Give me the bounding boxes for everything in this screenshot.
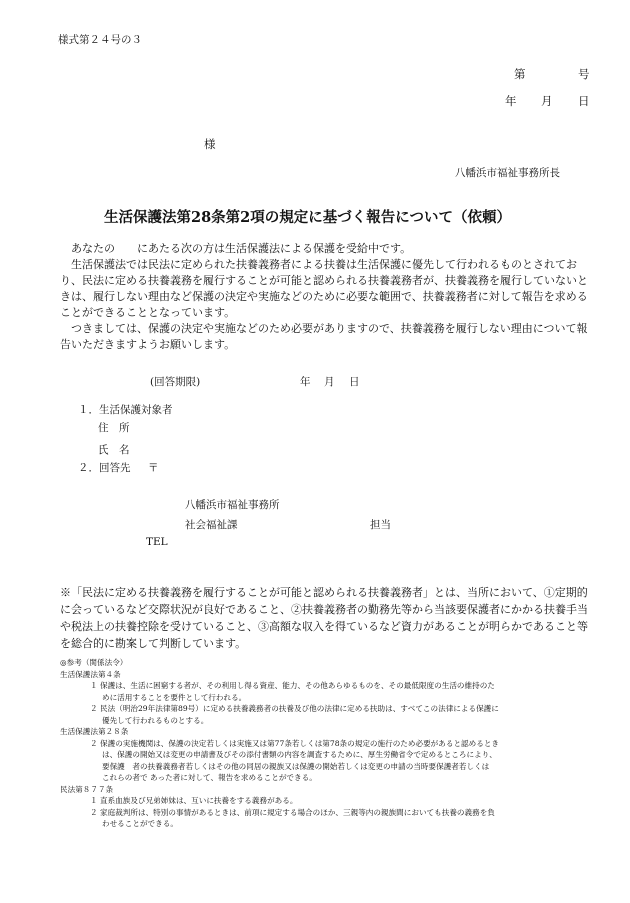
date-year: 年 [505, 94, 517, 108]
law2-line: ２ 保護の実施機関は、保護の決定若しくは実施又は第77条若しくは第78条の規定の施行のため必要があると認めるとき [90, 738, 500, 748]
body-text [60, 241, 590, 353]
number-prefix: 第 [514, 67, 526, 81]
law2-line: これらの者で あった者に対して、報告を求めることができる。 [102, 773, 317, 782]
document-title: 生活保護法第28条第2項の規定に基づく報告について（依頼） [104, 209, 511, 226]
body-paragraph-1: あなたの にあたる次の方は生活保護法による保護を受給中です。 [60, 242, 412, 255]
item1-label: １．生活保護対象者 [78, 404, 173, 416]
division-name: 社会福祉課 [185, 519, 238, 531]
law3-line: わせることができる。 [102, 819, 178, 828]
person-in-charge-label: 担当 [370, 519, 391, 531]
deadline-year: 年 [300, 376, 311, 388]
note-text: ※「民法に定める扶養義務を履行することが可能と認められる扶養義務者」とは、当所において、①定期的に会っているなど交際状況が良好であること、②扶養義務者の勤務先等から当該要保護者にかかる扶養手当や税法上の扶養控除を受けていること、③高額な収入を得ているなど資力があることが明らかであること等を総合的に勘案して判断しています。 [60, 586, 588, 650]
item2-label: ２．回答先 [78, 462, 131, 474]
law3-line: １ 直系血族及び兄弟姉妹は、互いに扶養をする義務がある。 [90, 796, 298, 805]
law1-line: ２ 民法（明治29年法律第89号）に定める扶養義務者の扶養及び他の法律に定める扶助は、すべてこの法律による保護に [90, 704, 499, 713]
addressee-suffix: 様 [204, 137, 216, 151]
date-day: 日 [578, 94, 590, 108]
deadline-month: 月 [324, 376, 335, 388]
law1-line: めに活用することを要件として行われる。 [102, 692, 247, 702]
sender-name: 八幡浜市福祉事務所長 [455, 167, 560, 179]
form-number: 様式第２４号の３ [58, 34, 142, 46]
date-month: 月 [541, 94, 553, 108]
law2-line: 要保護 者の扶養義務者若しくはその他の同居の親族又は保護の開始若しくは変更の申請の当時要保護者若しくは [102, 761, 490, 771]
reference-heading: ◎参考（関係法令） [60, 658, 128, 667]
body-paragraph-2: 生活保護法では民法に定められた扶養義務者による扶養は生活保護に優先して行われるものとされており、民法に定める扶養義務を履行することが可能と認められる扶養義務者が、扶養義務を履行していないときは、履行しない理由など保護の決定や実施などのために必要な範囲で、扶養義務者に対して報告を求めることができることとなっています。 [60, 258, 588, 319]
law1-title: 生活保護法第４条 [60, 669, 121, 679]
tel-label: TEL [146, 536, 168, 548]
law2-line: は、保護の開始又は変更の申請書及びその添付書類の内容を調査するために、厚生労働省令で定めるところにより、 [102, 750, 497, 759]
law2-title: 生活保護法第２８条 [60, 727, 129, 736]
number-suffix: 号 [578, 67, 590, 81]
law1-line: １ 保護は、生活に困窮する者が、その利用し得る資産、能力、その他あらゆるものを、その最低限度の生活の維持のた [90, 681, 495, 690]
law3-title: 民法第８７７条 [60, 784, 114, 794]
reference-block [60, 657, 499, 830]
postal-mark: 〒 [148, 462, 159, 474]
deadline-label: (回答期限) [150, 376, 201, 388]
body-paragraph-3: つきましては、保護の決定や実施などのため必要がありますので、扶養義務を履行しない理由について報告いただきますようお願いします。 [60, 322, 588, 351]
office-name: 八幡浜市福祉事務所 [185, 499, 280, 511]
name-label: 氏 名 [98, 444, 130, 456]
address-label: 住 所 [98, 422, 130, 434]
deadline-day: 日 [349, 376, 360, 388]
law1-line: 優先して行われるものとする。 [102, 715, 209, 725]
law3-line: ２ 家庭裁判所は、特別の事情があるときは、前項に規定する場合のほか、三親等内の親族間においても扶養の義務を負 [90, 807, 495, 817]
